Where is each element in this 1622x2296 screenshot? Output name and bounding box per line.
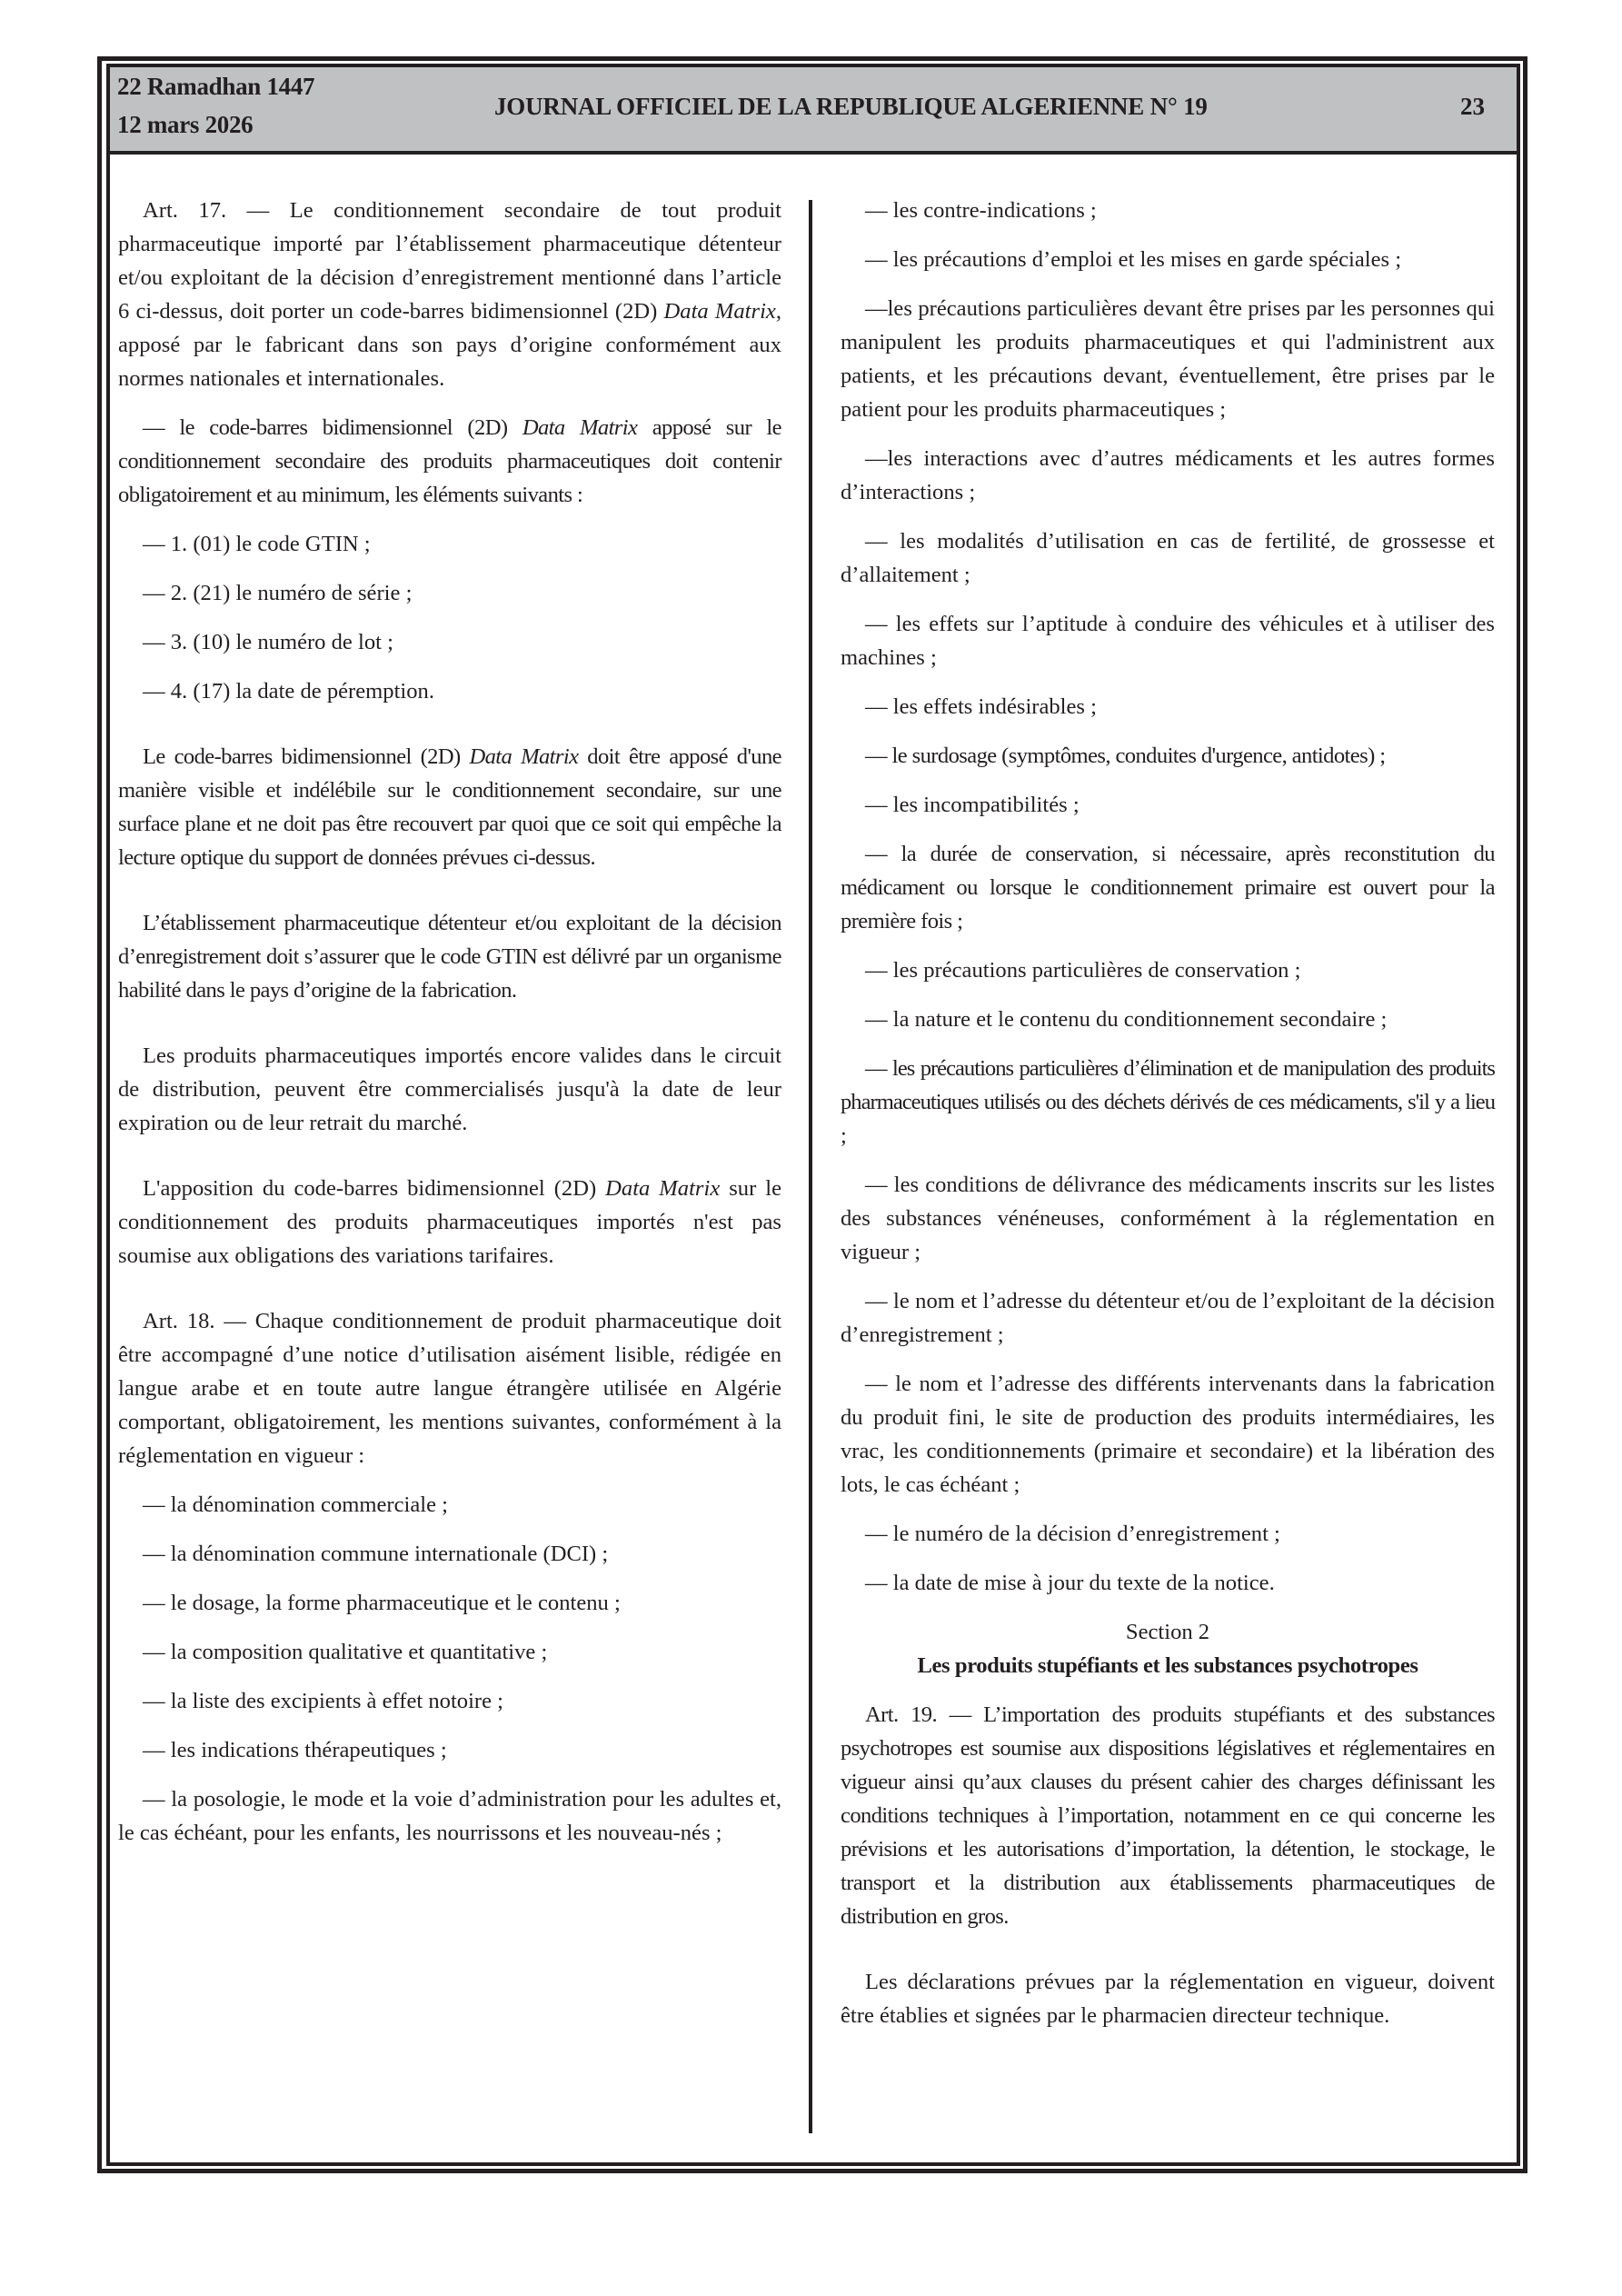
mention-item: — le dosage, la forme pharmaceutique et le contenu ; <box>143 1591 621 1615</box>
element-item: — 4. (17) la date de péremption. <box>143 679 434 704</box>
text: sur le conditionnement des produits pharmaceutiques importés n'est pas soumise aux obligations des variations tarifaires. <box>118 1176 781 1268</box>
art19-paragraph-2: Les déclarations prévues par la réglementation en vigueur, doivent être établies et signées par le pharmacien directeur technique. <box>841 1970 1495 2028</box>
mention-item: — la dénomination commerciale ; <box>143 1492 449 1517</box>
text: L'apposition du code-barres bidimensionnel (2D) <box>143 1176 606 1201</box>
page-header <box>110 67 1517 155</box>
page-number: 23 <box>1460 93 1485 120</box>
mention-item: — les indications thérapeutiques ; <box>143 1738 447 1762</box>
element-item: — 1. (01) le code GTIN ; <box>143 532 371 556</box>
art17-paragraph-5: Les produits pharmaceutiques importés encore valides dans le circuit de distribution, peuvent être commercialisés jusqu'à la date de leur expiration ou de leur retrait du marché. <box>118 1043 781 1135</box>
mention-item: — les effets sur l’aptitude à conduire des véhicules et à utiliser des machines ; <box>841 612 1495 670</box>
column-divider <box>809 200 812 2133</box>
left-column <box>118 194 781 1865</box>
mention-item: —les interactions avec d’autres médicaments et les autres formes d’interactions ; <box>841 446 1495 504</box>
mention-item: — le nom et l’adresse du détenteur et/ou de l’exploitant de la décision d’enregistrement ; <box>841 1289 1495 1347</box>
art19-paragraph-1: Art. 19. — L’importation des produits stupéfiants et des substances psychotropes est soumise aux dispositions législatives et réglementaires en vigueur ainsi qu’aux clauses du présent cahier des charges définissant les conditions techniques à l’importation, notamment en ce qui concerne les prévisions et les autorisations d’importation, la détention, le stockage, le transport et la distribution aux établissements pharmaceutiques de distribution en gros. <box>841 1702 1495 1929</box>
art17-paragraph-3 <box>118 740 781 874</box>
mention-item: — les précautions particulières de conservation ; <box>865 958 1301 983</box>
mention-item: — la dénomination commune internationale (DCI) ; <box>143 1542 609 1566</box>
mention-item: — le nom et l’adresse des différents intervenants dans la fabrication du produit fini, le site de production des produits intermédiaires, les vrac, les conditionnements (primaire et secondaire) et la libération des lots, le cas échéant ; <box>841 1372 1495 1497</box>
text: Art. 17. — Le conditionnement secondaire de tout produit pharmaceutique importé par l’établissement pharmaceutique détenteur et/ou exploitant de la décision d’enregistrement mentionné dans l’article 6 ci-dessus, doit porter un code-barres bidimensionnel (2D) <box>118 198 781 324</box>
mention-item: — le surdosage (symptômes, conduites d'urgence, antidotes) ; <box>865 744 1386 768</box>
text: , apposé par le fabricant dans son pays d’origine conformément aux normes nationales et internationales. <box>118 299 781 391</box>
mention-item: — les précautions particulières d’élimination et de manipulation des produits pharmaceutiques utilisés ou des déchets dérivés de ces médicaments, s'il y a lieu ; <box>841 1056 1495 1148</box>
mention-item: — les modalités d’utilisation en cas de fertilité, de grossesse et d’allaitement ; <box>841 529 1495 587</box>
mention-item: — les précautions d’emploi et les mises en garde spéciales ; <box>865 247 1402 272</box>
art17-paragraph-6 <box>118 1172 781 1273</box>
mention-item: —les précautions particulières devant être prises par les personnes qui manipulent les produits pharmaceutiques et qui l'administrent aux patients, et les précautions devant, éventuellement, être prises par le patient pour les produits pharmaceutiques ; <box>841 296 1495 422</box>
mention-item: — le numéro de la décision d’enregistrement ; <box>865 1522 1280 1546</box>
art17-paragraph-2 <box>118 411 781 512</box>
data-matrix-term: Data Matrix <box>663 299 776 324</box>
text: Le code-barres bidimensionnel (2D) <box>143 744 470 769</box>
text: — le code-barres bidimensionnel (2D) <box>143 415 522 440</box>
mention-item: — la durée de conservation, si nécessaire, après reconstitution du médicament ou lorsque le conditionnement primaire est ouvert pour la première fois ; <box>841 842 1495 933</box>
art17-paragraph-4: L’établissement pharmaceutique détenteur et/ou exploitant de la décision d’enregistrement doit s’assurer que le code GTIN est délivré par un organisme habilité dans le pays d’origine de la fabrication. <box>118 911 781 1003</box>
art18-intro: Art. 18. — Chaque conditionnement de produit pharmaceutique doit être accompagné d’une notice d’utilisation aisément lisible, rédigée en langue arabe et en toute autre langue étrangère utilisée en Algérie comportant, obligatoirement, les mentions suivantes, conformément à la réglementation en vigueur : <box>118 1309 781 1468</box>
text: apposé sur le conditionnement secondaire des produits pharmaceutiques doit contenir obligatoirement et au minimum, les éléments suivants : <box>118 415 781 507</box>
section-label: Section 2 <box>1125 1620 1210 1644</box>
mention-item: — les effets indésirables ; <box>865 694 1097 719</box>
mention-item: — la posologie, le mode et la voie d’administration pour les adultes et, le cas échéant, pour les enfants, les nourrissons et les nouveau-nés ; <box>118 1787 781 1845</box>
element-item: — 3. (10) le numéro de lot ; <box>143 630 393 654</box>
data-matrix-term: Data Matrix <box>469 744 579 769</box>
journal-title: JOURNAL OFFICIEL DE LA REPUBLIQUE ALGERIENNE N° 19 <box>494 93 1208 120</box>
mention-item: — les conditions de délivrance des médicaments inscrits sur les listes des substances vénéneuses, conformément à la réglementation en vigueur ; <box>841 1173 1495 1264</box>
art17-paragraph-1 <box>118 194 781 395</box>
mention-item: — les incompatibilités ; <box>865 793 1080 817</box>
header-date-gregorian: 12 mars 2026 <box>117 111 254 138</box>
mention-item: — la liste des excipients à effet notoire ; <box>143 1689 504 1713</box>
text: doit être apposé d'une manière visible et indélébile sur le conditionnement secondaire, sur une surface plane et ne doit pas être recouvert par quoi que ce soit qui empêche la lecture optique du support de données prévues ci-dessus. <box>118 744 781 870</box>
mention-item: — la date de mise à jour du texte de la notice. <box>865 1571 1275 1595</box>
data-matrix-term: Data Matrix <box>522 415 638 440</box>
mention-item: — la nature et le contenu du conditionnement secondaire ; <box>865 1007 1388 1032</box>
element-item: — 2. (21) le numéro de série ; <box>143 581 413 605</box>
mention-item: — la composition qualitative et quantitative ; <box>143 1640 548 1664</box>
section-title: Les produits stupéfiants et les substances psychotropes <box>917 1653 1418 1678</box>
data-matrix-term: Data Matrix <box>605 1176 721 1201</box>
header-date-hijri: 22 Ramadhan 1447 <box>117 73 315 100</box>
right-column <box>841 194 1495 2048</box>
mention-item: — les contre-indications ; <box>865 198 1097 223</box>
